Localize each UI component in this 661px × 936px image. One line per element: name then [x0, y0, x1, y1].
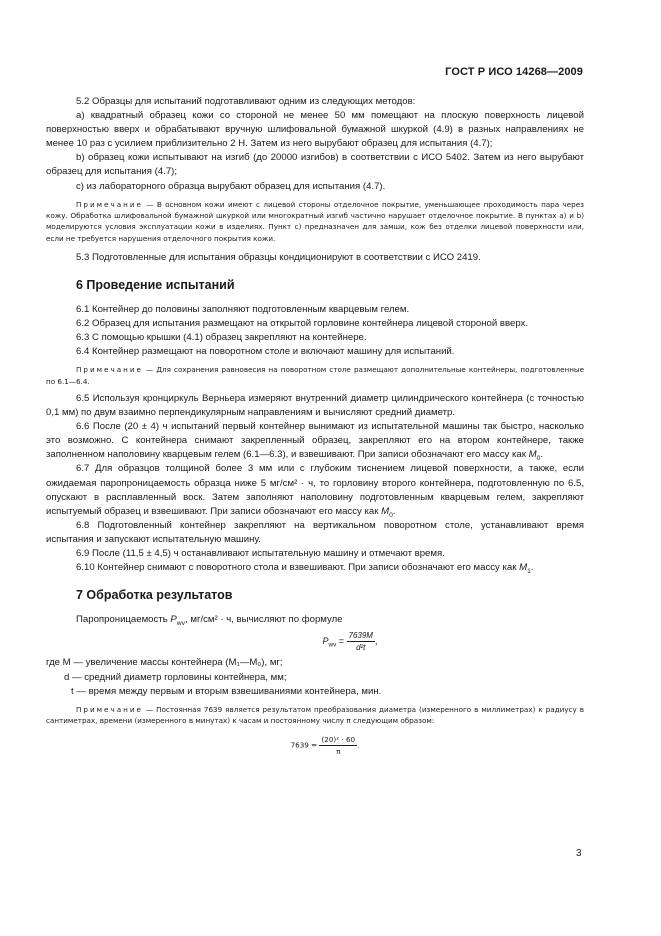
- punct: .: [357, 740, 360, 750]
- where-d: d — средний диаметр горловины контейнера, мм;: [64, 671, 287, 683]
- clause-6-8: 6.8 Подготовленный контейнер закрепляют на вертикальном поворотном столе, устанавливают время испытания и запускают испытательную машину.: [46, 519, 584, 545]
- punct: .: [392, 505, 396, 517]
- var-sub: 0: [536, 455, 541, 463]
- formula-lhs-sub: wv: [328, 642, 337, 650]
- note-5: [46, 199, 584, 244]
- clause-5-3: 5.3 Подготовленные для испытания образцы кондиционируют в соответствии с ИСО 2419.: [76, 251, 481, 263]
- var-m: M: [519, 562, 528, 574]
- clause-6-10: [46, 561, 584, 575]
- page-header: ГОСТ Р ИСО 14268—2009: [445, 66, 583, 78]
- numerator: (20)² · 60: [321, 735, 356, 745]
- note-text: — Для сохранения равновесия на поворотном столе размещают дополнительные контейнеры, подготовленные по 6.1—6.4.: [46, 365, 584, 386]
- fraction: [319, 734, 360, 757]
- punct: ,: [374, 636, 378, 647]
- page-content: [46, 95, 584, 757]
- numerator: 7639M: [348, 631, 373, 641]
- note-label: Примечание: [76, 199, 143, 209]
- punct: .: [540, 449, 544, 461]
- equals-sign: =: [336, 636, 347, 647]
- fraction: [347, 630, 375, 653]
- clause-6-1: 6.1 Контейнер до половины заполняют подготовленным кварцевым гелем.: [76, 304, 410, 316]
- section-6-heading: 6 Проведение испытаний: [76, 277, 235, 292]
- eq2-lhs: 7639 =: [290, 740, 320, 750]
- clause-6-2: 6.2 Образец для испытания размещают на открытой горловине контейнера лицевой стороной вверх.: [76, 318, 529, 330]
- note-label: Примечание: [76, 704, 143, 714]
- clause-6-5: 6.5 Используя кронциркуль Верньера измеряют внутренний диаметр цилиндрического контейнера (с точностью 0,1 мм) по двум взаимно перпендикулярным направлениям и вычисляют средний диаметр.: [46, 393, 584, 419]
- var-m: M: [528, 449, 537, 461]
- var-sub: 0: [389, 511, 393, 519]
- intro-text: Паропроницаемость: [76, 614, 171, 626]
- note-text: — В основном кожи имеют с лицевой стороны отделочное покрытие, уменьшающее проходимость пара через кожу. Обработка шлифовальной бумажной шкуркой или многократный изгиб частично нарушает отделочное покрытие. В пунктах а) и b) моделируются условия эксплуатации кожи в изделиях. Пункт с) предназначен для замши, кож без отделки лицевой поверхности или, если не требуется нарушения отделочного покрытия кожи.: [46, 199, 584, 243]
- formula-lhs: P: [322, 636, 329, 647]
- clause-text: 6.7 Для образцов толщиной более 3 мм или с глубоким тиснением лицевой поверхности, а также, если ожидаемая паропроницаемость образца ниже 5 мг/см² · ч, то горловину второго контейнера, подготовленную по 6.5, опускают в расплавленный воск. Затем заполняют наполовину подготовленным кварцевым гелем, закрепляют испытуемый образец и взвешивают. При записи обозначают его массу как: [46, 463, 584, 517]
- var-sub: 1: [527, 568, 531, 576]
- where-t: t — время между первым и вторым взвешиваниями контейнера, мин.: [71, 685, 382, 697]
- punct: .: [530, 562, 534, 574]
- clause-text: 6.10 Контейнер снимают с поворотного стола и взвешивают. При записи обозначают его массу как: [76, 562, 520, 574]
- note-6: [46, 364, 584, 387]
- formula-intro: [46, 613, 584, 627]
- var-m: M: [381, 505, 390, 517]
- clause-5-2-a: а) квадратный образец кожи со стороной не менее 50 мм помещают на плоскую поверхность лицевой поверхностью вверх и обрабатывают вручную шлифовальной бумажной шкуркой (4.9) в разных направлениях не менее 10 раз с усилием приблизительно 2 Н. Затем из него вырубают образец для испытания (4.7);: [46, 110, 584, 150]
- intro-text-end: , мг/см² · ч, вычисляют по формуле: [185, 614, 343, 626]
- denominator: π: [336, 747, 341, 757]
- note-7: [46, 704, 584, 727]
- section-7-heading: 7 Обработка результатов: [76, 588, 233, 603]
- note-label: Примечание: [76, 365, 143, 375]
- denominator: d²t: [356, 643, 366, 653]
- clause-text: 6.6 После (20 ± 4) ч испытаний первый контейнер вынимают из испытательной машины так быстро, насколько это возможно. С контейнера снимают закрепленный образец, закрепляют его на втором контейнере, также заполненном наполовину кварцевым гелем (6.1—6.3), и взвешивают. При записи обозначают его массу как: [46, 421, 584, 461]
- clause-6-4: 6.4 Контейнер размещают на поворотном столе и включают машину для испытаний.: [76, 346, 455, 358]
- clause-6-3: 6.3 С помощью крышки (4.1) образец закрепляют на контейнере.: [76, 332, 367, 344]
- var-sub: wv: [176, 620, 186, 628]
- clause-6-7: [46, 462, 584, 518]
- clause-5-2: 5.2 Образцы для испытаний подготавливают одним из следующих методов:: [76, 96, 416, 107]
- note-text: — Постоянная 7639 является результатом преобразования диаметра (измеренного в миллиметрах) к радиусу в сантиметрах, времени (измеренного в минутах) к часам и постоянному числу π следующим образом:: [46, 704, 584, 725]
- formula-7639: [46, 734, 584, 757]
- page-number: 3: [576, 848, 582, 859]
- clause-5-2-c: c) из лабораторного образца вырубают образец для испытания (4.7).: [76, 180, 386, 192]
- clause-6-6: [46, 420, 584, 462]
- formula-pwv: [46, 630, 584, 653]
- where-m: где M — увеличение массы контейнера (M₁—M₀), мг;: [46, 657, 283, 669]
- clause-6-9: 6.9 После (11,5 ± 4,5) ч останавливают испытательную машину и отмечают время.: [76, 548, 445, 560]
- clause-5-2-b: b) образец кожи испытывают на изгиб (до 20000 изгибов) в соответствии с ИСО 5402. Затем из него вырубают образец для испытания (4.7);: [46, 152, 584, 178]
- var-p: P: [170, 614, 177, 626]
